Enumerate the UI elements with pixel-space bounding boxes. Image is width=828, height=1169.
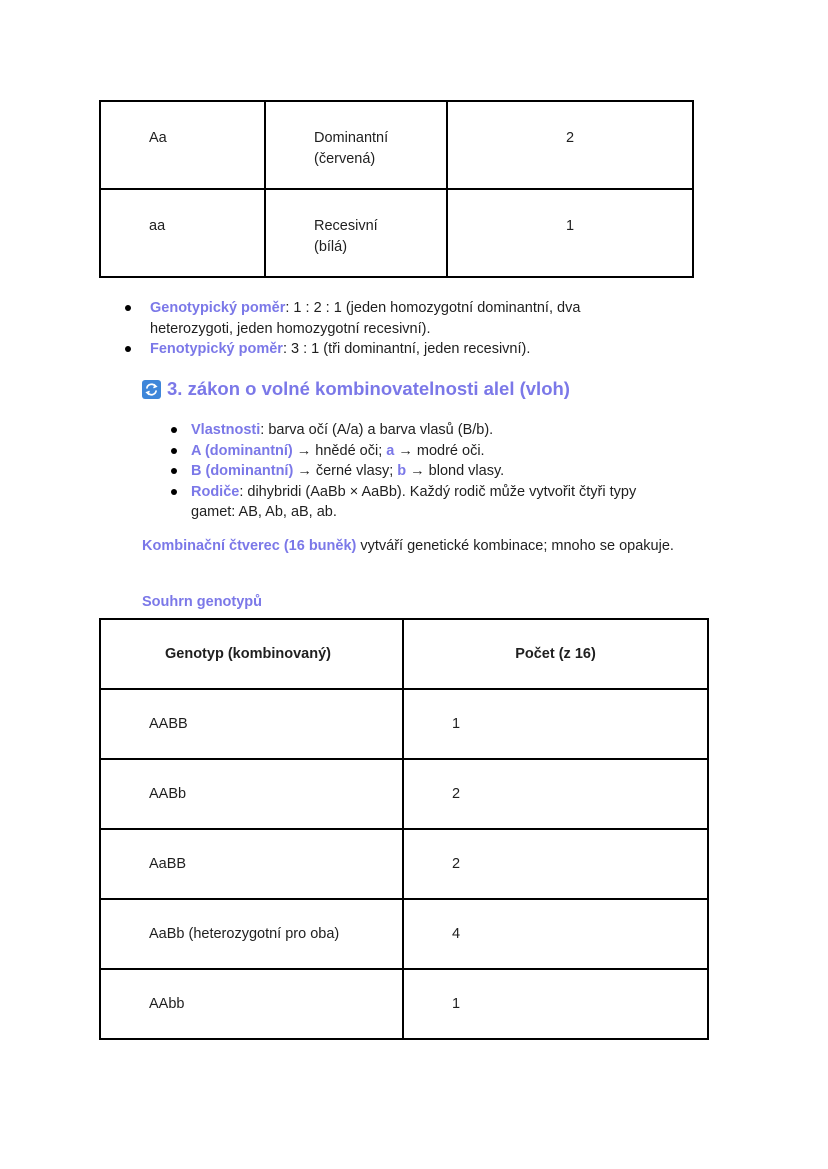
genotype-summary-table (99, 618, 709, 1040)
list-item: Rodiče: dihybridi (AaBb × AaBb). Každý rodič může vytvořit čtyři typy gamet: AB, Ab, aB, ab. (191, 482, 681, 523)
section-heading: 3. zákon o volné kombinovatelnosti alel (vloh) (142, 378, 570, 400)
phenotype-cell: Recesivní (bílá) (265, 189, 447, 277)
cycle-arrows-icon (142, 380, 161, 399)
table-row (100, 969, 708, 1039)
table-row (100, 101, 693, 189)
table-header-row (100, 619, 708, 689)
count-cell: 2 (447, 101, 693, 189)
table-row (100, 189, 693, 277)
ratio-list (150, 298, 630, 360)
table-row (100, 759, 708, 829)
genotype-cell: AAbb (100, 969, 403, 1039)
list-item: Fenotypický poměr: 3 : 1 (tři dominantní, jeden recesivní). (150, 339, 630, 360)
list-item: A (dominantní) → hnědé oči; a → modré oči. (191, 441, 681, 462)
genotype-cell: AABb (100, 759, 403, 829)
count-cell: 4 (403, 899, 708, 969)
count-cell: 1 (403, 969, 708, 1039)
combination-paragraph: Kombinační čtverec (16 buněk) vytváří genetické kombinace; mnoho se opakuje. (142, 538, 674, 554)
table-row (100, 899, 708, 969)
table-row (100, 829, 708, 899)
properties-list (191, 420, 681, 523)
ratio-label: Fenotypický poměr (150, 341, 283, 357)
list-item: Genotypický poměr: 1 : 2 : 1 (jeden homozygotní dominantní, dva heterozygoti, jeden homozygotní recesivní). (150, 298, 630, 339)
phenotype-table (99, 100, 694, 278)
genotype-cell: Aa (100, 101, 265, 189)
ratio-label: Genotypický poměr (150, 300, 286, 316)
column-header: Genotyp (kombinovaný) (100, 619, 403, 689)
phenotype-cell: Dominantní (červená) (265, 101, 447, 189)
count-cell: 1 (447, 189, 693, 277)
genotype-cell: AaBb (heterozygotní pro oba) (100, 899, 403, 969)
genotype-cell: aa (100, 189, 265, 277)
table-row (100, 689, 708, 759)
list-item: Vlastnosti: barva očí (A/a) a barva vlasů (B/b). (191, 420, 681, 441)
summary-heading: Souhrn genotypů (142, 594, 263, 610)
column-header: Počet (z 16) (403, 619, 708, 689)
list-item: B (dominantní) → černé vlasy; b → blond vlasy. (191, 461, 681, 482)
genotype-cell: AABB (100, 689, 403, 759)
count-cell: 2 (403, 829, 708, 899)
count-cell: 1 (403, 689, 708, 759)
count-cell: 2 (403, 759, 708, 829)
genotype-cell: AaBB (100, 829, 403, 899)
